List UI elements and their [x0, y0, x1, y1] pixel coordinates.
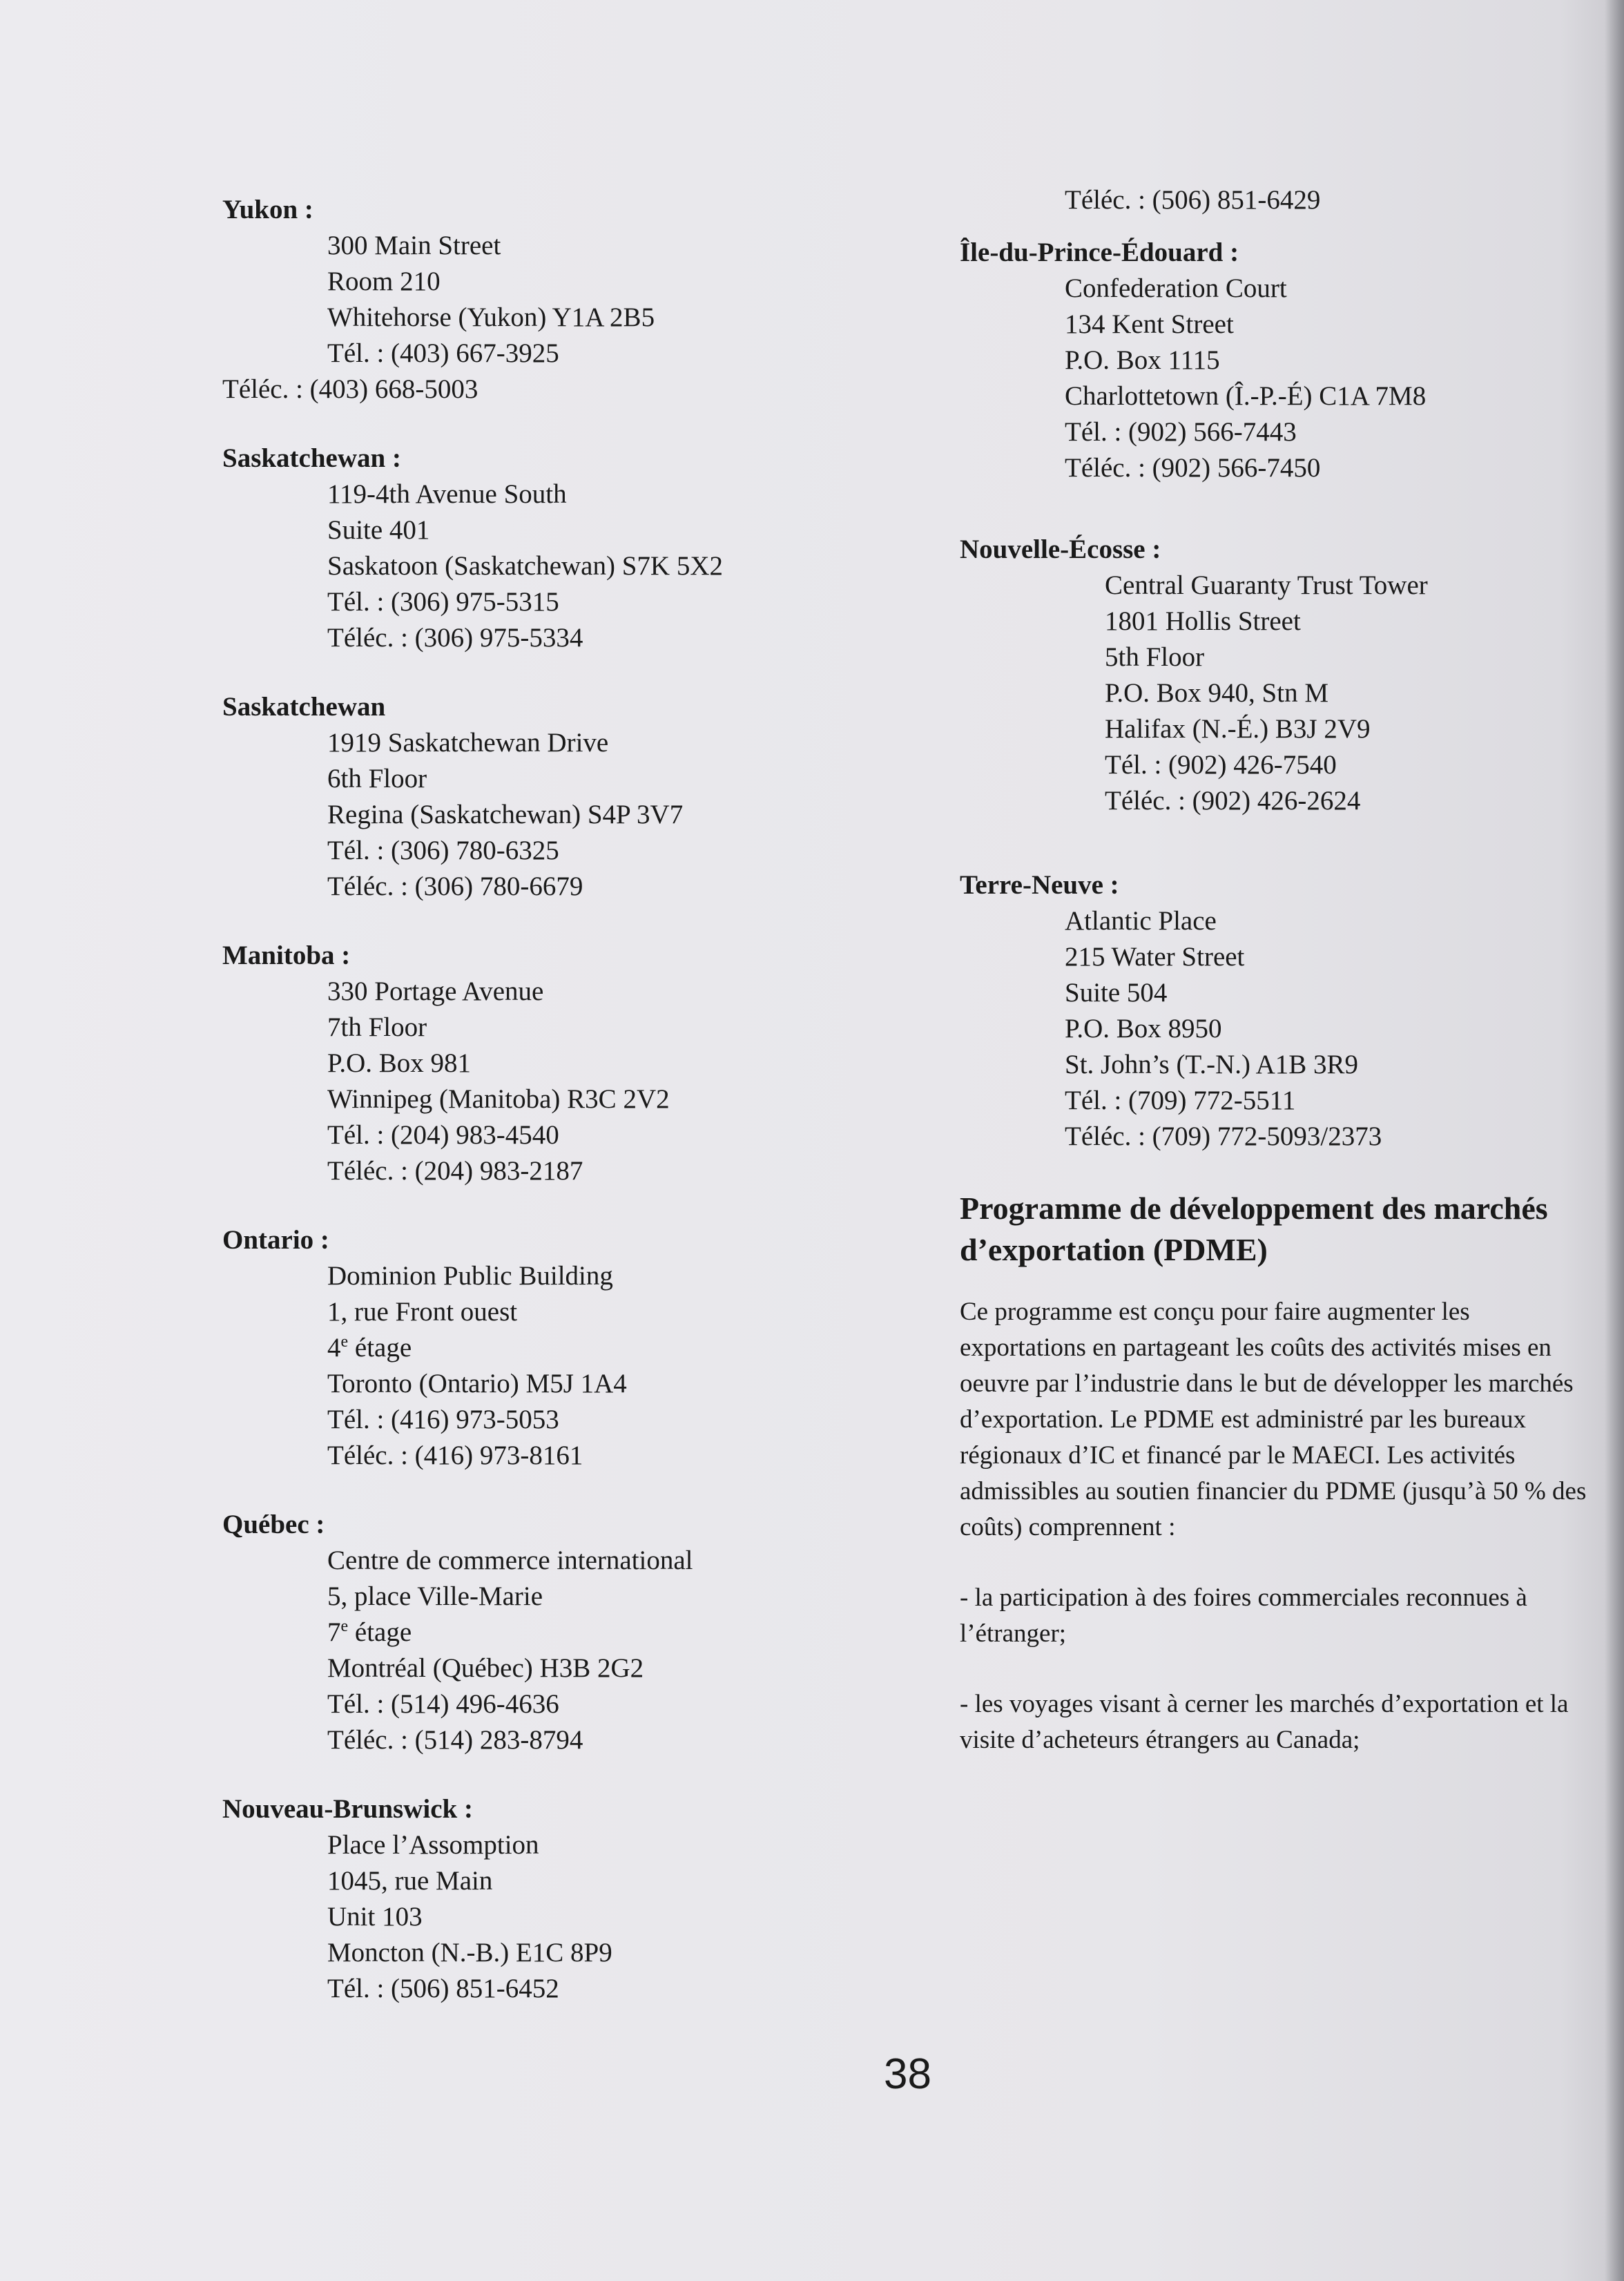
office-terre-neuve [960, 867, 1602, 1155]
address-line: 300 Main Street [327, 231, 501, 260]
phone-line: Tél. : (709) 772-5511 [1065, 1086, 1296, 1115]
page-number: 38 [884, 2050, 931, 2098]
office-address [960, 903, 1602, 1155]
office-address [222, 1543, 913, 1758]
phone-line: Tél. : (902) 426-7540 [1105, 750, 1337, 780]
right-column [960, 182, 1602, 1793]
address-line: 215 Water Street [1065, 942, 1245, 972]
address-line: P.O. Box 940, Stn M [1105, 678, 1328, 708]
office-address [222, 1827, 913, 2007]
office-address [222, 974, 913, 1189]
address-line: 7e étage [327, 1617, 412, 1647]
office-heading: Manitoba : [222, 941, 351, 970]
office-heading: Yukon : [222, 195, 313, 224]
left-column [222, 192, 913, 2040]
address-line: Suite 504 [1065, 978, 1168, 1008]
phone-line: Tél. : (306) 975-5315 [327, 587, 559, 617]
address-line: Suite 401 [327, 515, 430, 545]
address-line: 4e étage [327, 1333, 412, 1363]
fax-line: Téléc. : (416) 973-8161 [327, 1441, 583, 1470]
office-heading: Nouveau-Brunswick : [222, 1794, 473, 1824]
address-line: Moncton (N.-B.) E1C 8P9 [327, 1938, 612, 1967]
fax-line: Téléc. : (204) 983-2187 [327, 1156, 583, 1186]
address-line: Winnipeg (Manitoba) R3C 2V2 [327, 1084, 670, 1114]
fax-line: Téléc. : (506) 851-6429 [1065, 185, 1321, 215]
fax-line: Téléc. : (403) 668-5003 [222, 374, 478, 404]
office-heading: Ontario : [222, 1225, 329, 1255]
address-line: Atlantic Place [1065, 906, 1217, 936]
address-line: Central Guaranty Trust Tower [1105, 570, 1428, 600]
office-address [960, 271, 1602, 486]
address-line: 5, place Ville-Marie [327, 1581, 543, 1611]
continued-office [960, 182, 1602, 218]
address-line: Unit 103 [327, 1902, 423, 1932]
fax-line: Téléc. : (902) 426-2624 [1105, 786, 1361, 816]
address-line: Room 210 [327, 267, 441, 296]
address-line: 5th Floor [1105, 642, 1205, 672]
address-line: P.O. Box 1115 [1065, 345, 1220, 375]
list-item: - les voyages visant à cerner les marchés d’exportation et la visite d’acheteurs étrangers au Canada; [960, 1690, 1569, 1754]
office-heading: Nouvelle-Écosse : [960, 535, 1161, 564]
address-line: Saskatoon (Saskatchewan) S7K 5X2 [327, 551, 723, 581]
address-line: Toronto (Ontario) M5J 1A4 [327, 1369, 627, 1398]
office-regina [222, 689, 913, 905]
address-line: Place l’Assomption [327, 1830, 539, 1860]
address-line: 7th Floor [327, 1012, 427, 1042]
address-line: P.O. Box 8950 [1065, 1014, 1222, 1043]
address-line: Whitehorse (Yukon) Y1A 2B5 [327, 302, 655, 332]
phone-line: Tél. : (902) 566-7443 [1065, 417, 1297, 447]
address-line: 1919 Saskatchewan Drive [327, 728, 609, 758]
office-nouveau-brunswick [222, 1791, 913, 2007]
office-yukon [222, 192, 913, 407]
phone-line: Tél. : (416) 973-5053 [327, 1405, 559, 1434]
office-nouvelle-ecosse [960, 532, 1602, 819]
body-paragraph: Ce programme est conçu pour faire augmenter les exportations en partageant les coûts des activités mises en oeuvre par l’industrie dans le but de développer les marchés d’exportation. Le PDME est administré par les bureaux régionaux d’IC et financé par le MAECI. Les activités admissibles au soutien financier du PDME (jusqu’à 50 % des coûts) comprennent : [960, 1298, 1587, 1541]
office-address [222, 477, 913, 656]
office-address [222, 228, 913, 372]
address-line: 119-4th Avenue South [327, 479, 567, 509]
office-heading: Québec : [222, 1510, 325, 1539]
office-heading: Terre-Neuve : [960, 870, 1119, 900]
office-ile-du-prince-edouard [960, 235, 1602, 486]
address-line: 1801 Hollis Street [1105, 606, 1301, 636]
address-line: Montréal (Québec) H3B 2G2 [327, 1653, 644, 1683]
address-line: Dominion Public Building [327, 1261, 613, 1291]
address-line: 1, rue Front ouest [327, 1297, 518, 1327]
office-address [222, 725, 913, 905]
phone-line: Tél. : (403) 667-3925 [327, 338, 559, 368]
address-line: 6th Floor [327, 764, 427, 793]
office-address [222, 1258, 913, 1474]
address-line: Halifax (N.-É.) B3J 2V9 [1105, 714, 1371, 744]
address-line: Confederation Court [1065, 273, 1287, 303]
address-line: St. John’s (T.-N.) A1B 3R9 [1065, 1050, 1359, 1079]
section-title: Programme de développement des marchés d’exportation (PDME) [960, 1191, 1548, 1267]
page-edge-shadow [1605, 0, 1624, 2281]
list-item: - la participation à des foires commerciales reconnues à l’étranger; [960, 1584, 1527, 1648]
office-heading: Île-du-Prince-Édouard : [960, 238, 1239, 267]
fax-line: Téléc. : (306) 780-6679 [327, 872, 583, 901]
phone-line: Tél. : (506) 851-6452 [327, 1974, 559, 2003]
office-ontario [222, 1222, 913, 1474]
address-line: Centre de commerce international [327, 1546, 693, 1575]
address-line: Charlottetown (Î.-P.-É) C1A 7M8 [1065, 381, 1427, 411]
phone-line: Tél. : (204) 983-4540 [327, 1120, 559, 1150]
fax-line: Téléc. : (306) 975-5334 [327, 623, 583, 653]
office-address [960, 568, 1602, 819]
office-heading: Saskatchewan [222, 692, 386, 722]
fax-line: Téléc. : (514) 283-8794 [327, 1725, 583, 1755]
address-line: 330 Portage Avenue [327, 976, 544, 1006]
address-line: Regina (Saskatchewan) S4P 3V7 [327, 800, 684, 829]
fax-line: Téléc. : (709) 772-5093/2373 [1065, 1122, 1382, 1151]
office-saskatoon [222, 441, 913, 656]
address-line: 1045, rue Main [327, 1866, 493, 1896]
fax-line: Téléc. : (902) 566-7450 [1065, 453, 1321, 483]
office-heading: Saskatchewan : [222, 443, 401, 473]
phone-line: Tél. : (514) 496-4636 [327, 1689, 559, 1719]
office-manitoba [222, 938, 913, 1189]
office-quebec [222, 1507, 913, 1758]
phone-line: Tél. : (306) 780-6325 [327, 836, 559, 865]
address-line: P.O. Box 981 [327, 1048, 472, 1078]
address-line: 134 Kent Street [1065, 309, 1234, 339]
